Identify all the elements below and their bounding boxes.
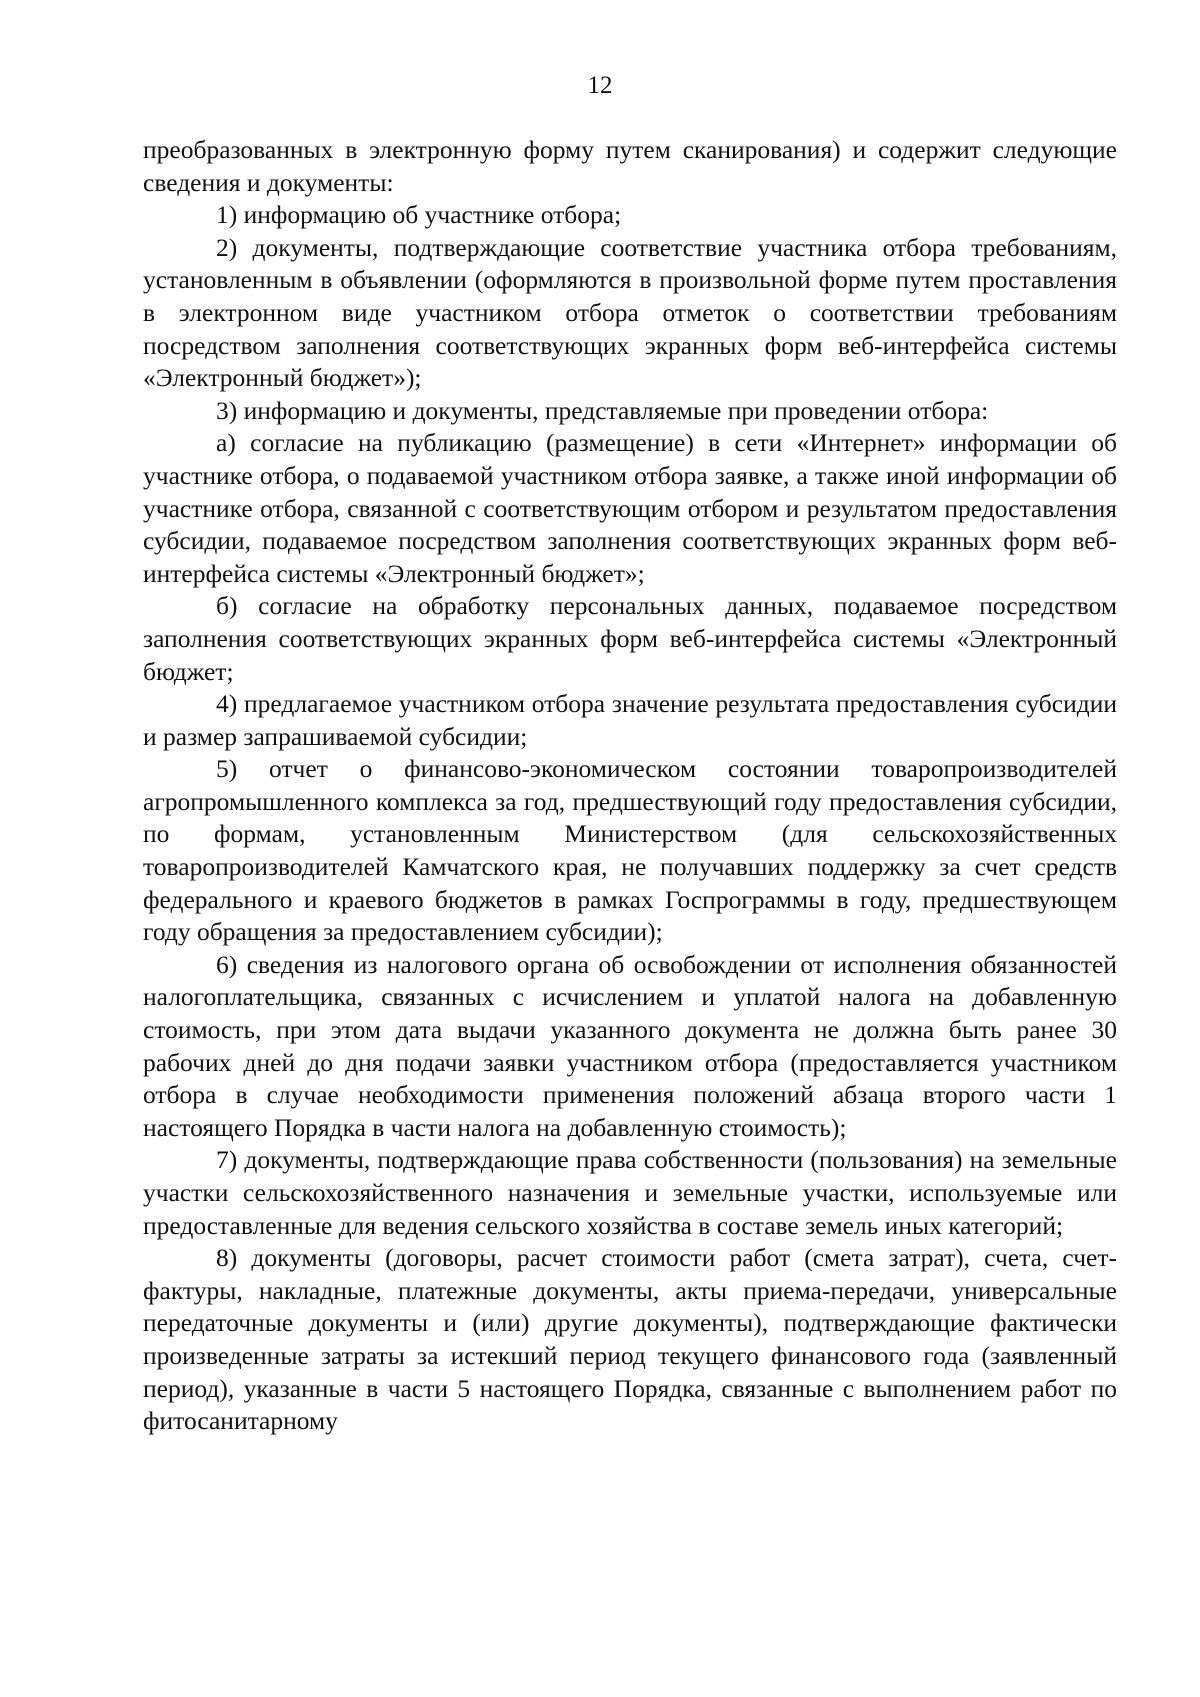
list-item-5: 5) отчет о финансово-экономическом состоянии товаропроизводителей агропромышленного комплекса за год, предшествующий году предоставления субсидии, по формам, установленным Министерством (для сельскохозяйственных товаропроизводителей Камчатского края, не получавших поддержку за счет средств федерального и краевого бюджетов в рамках Госпрограммы в году, предшествующем году обращения за предоставлением субсидии);: [143, 754, 1117, 947]
list-item-3b: б) согласие на обработку персональных данных, подаваемое посредством заполнения соответствующих экранных форм веб-интерфейса системы «Электронный бюджет;: [143, 591, 1117, 686]
paragraph-intro-continuation: преобразованных в электронную форму путем сканирования) и содержит следующие сведения и документы:: [143, 135, 1117, 197]
document-body: [143, 134, 1117, 1438]
list-item-6: 6) сведения из налогового органа об освобождении от исполнения обязанностей налогоплательщика, связанных с исчислением и уплатой налога на добавленную стоимость, при этом дата выдачи указанного документа не должна быть ранее 30 рабочих дней до дня подачи заявки участником отбора (предоставляется участником отбора в случае необходимости применения положений абзаца второго части 1 настоящего Порядка в части налога на добавленную стоимость);: [143, 949, 1117, 1142]
list-item-7: 7) документы, подтверждающие права собственности (пользования) на земельные участки сельскохозяйственного назначения и земельные участки, используемые или предоставленные для ведения сельского хозяйства в составе земель иных категорий;: [143, 1145, 1117, 1240]
list-item-2: 2) документы, подтверждающие соответствие участника отбора требованиям, установленным в объявлении (оформляются в произвольной форме путем проставления в электронном виде участником отбора отметок о соответствии требованиям посредством заполнения соответствующих экранных форм веб-интерфейса системы «Электронный бюджет»);: [143, 232, 1117, 393]
list-item-3: 3) информацию и документы, представляемые при проведении отбора:: [216, 395, 989, 425]
list-item-3a: а) согласие на публикацию (размещение) в сети «Интернет» информации об участнике отбора, о подаваемой участником отбора заявке, а также иной информации об участнике отбора, связанной с соответствующим отбором и результатом предоставления субсидии, подаваемое посредством заполнения соответствующих экранных форм веб-интерфейса системы «Электронный бюджет»;: [143, 428, 1117, 588]
list-item-4: 4) предлагаемое участником отбора значение результата предоставления субсидии и размер запрашиваемой субсидии;: [143, 689, 1117, 751]
list-item-1: 1) информацию об участнике отбора;: [216, 200, 622, 230]
page-number: 12: [587, 72, 613, 99]
list-item-8: 8) документы (договоры, расчет стоимости работ (смета затрат), счета, счет-фактуры, накладные, платежные документы, акты приема-передачи, универсальные передаточные документы и (или) другие документы), подтверждающие фактически произведенные затраты за истекший период текущего финансового года (заявленный период), указанные в части 5 настоящего Порядка, связанные с выполнением работ по фитосанитарному: [143, 1243, 1117, 1436]
